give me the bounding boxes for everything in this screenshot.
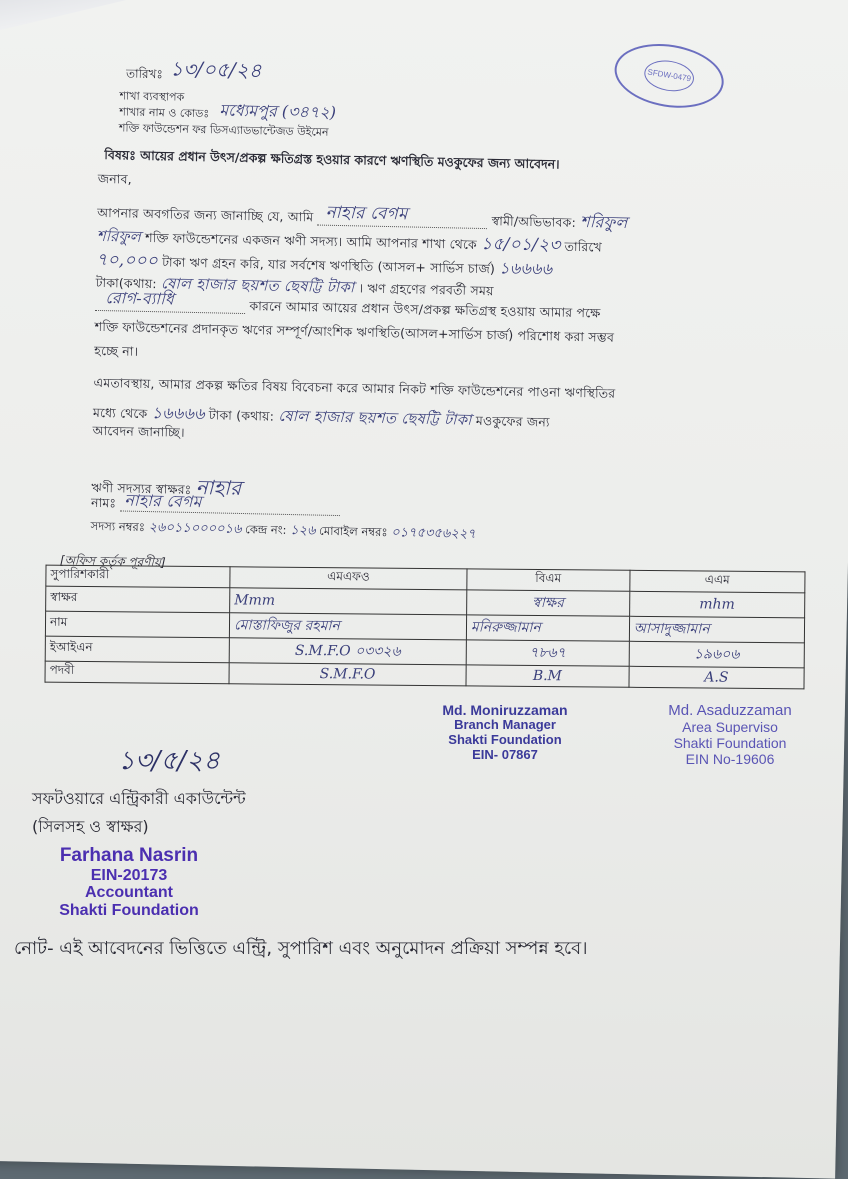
para1-l1a: আপনার অবগতির জন্য জানাচ্ছি যে, আমি [97, 204, 314, 225]
member-name-hw: নাহার বেগম [325, 202, 408, 225]
waive-words-hw: ষোল হাজার ছয়শত ছেষট্টি টাকা [278, 406, 472, 429]
mfo-signature: Mmm [230, 588, 467, 615]
para1-l3a: টাকা ঋণ গ্রহন করি, যার সর্বশেষ ঋণস্থিতি (আসল+ সার্ভিস চার্জ) [162, 254, 496, 277]
para2-l2b: টাকা (কথায়: [208, 407, 275, 424]
member-name-label: নামঃ [90, 494, 117, 511]
para1-l4b: । ঋণ গ্রহণের পরবর্তী সময় [358, 280, 494, 299]
branch-value: মধ্যেমপুর (৩৪৭২) [219, 100, 337, 122]
para2-line1: এমতাবস্থায়, আমার প্রকল্প ক্ষতির বিষয় বিবেচনা করে আমার নিকট শক্তি ফাউন্ডেশনের পাওনা ঋণস্থিতির [93, 374, 616, 401]
para1-l4a: টাকা(কথায়: [95, 274, 157, 292]
branch-label: শাখার নাম ও কোডঃ [119, 105, 210, 121]
seal-text: SFDW-0479 [642, 57, 696, 95]
bm-stamp-name: Md. Moniruzzaman [442, 702, 568, 718]
recipient-line: শাখা ব্যবস্থাপক [119, 89, 185, 104]
mfo-name: মোস্তাফিজুর রহমান [229, 613, 466, 640]
mfo-designation: S.M.F.O [229, 663, 466, 686]
am-stamp-ein: EIN No-19606 [685, 751, 775, 768]
round-seal [610, 36, 728, 115]
date-value: ১৩/০৫/২৪ [169, 56, 262, 83]
para1-l1b: স্বামী/অভিভাবক: [491, 213, 577, 230]
center-value: ১২৬ [289, 523, 316, 539]
am-designation: A.S [629, 666, 805, 689]
subject-line: বিষয়ঃ আয়ের প্রধান উৎস/প্রকল্প ক্ষতিগ্রস্ত হওয়ার কারণে ঋণস্থিতি মওকুফের জন্য আবেদন। [104, 147, 560, 172]
am-stamp-name: Md. Asaduzzaman [668, 702, 792, 719]
cause-field [95, 288, 245, 314]
bm-signature: স্বাক্ষর [467, 590, 630, 616]
folded-corner [0, 0, 190, 45]
center-label: কেন্দ্র নং: [244, 522, 287, 537]
am-ein: ১৯৬০৬ [629, 641, 805, 668]
accountant-stamp-ein: EIN-20173 [90, 866, 168, 884]
am-stamp [640, 702, 820, 768]
date-label: তারিখঃ [125, 66, 164, 82]
organization-line: শক্তি ফাউন্ডেশন ফর ডিসএ্যাডভান্টেজড উইমেন [118, 121, 329, 139]
member-name-value: নাহার বেগম [124, 490, 202, 512]
guardian-hw: শরিফুল [580, 212, 628, 233]
header-mfo: এমএফও [230, 567, 467, 590]
member-name-row [90, 490, 341, 520]
bm-stamp-ein: EIN- 07867 [472, 746, 538, 762]
bm-stamp [420, 702, 590, 763]
office-caption: [অফিস কর্তৃক পূরণীয়] [59, 553, 166, 570]
accountant-stamp-org: Shakti Foundation [59, 902, 199, 920]
am-name: আসাদুজ্জামান [629, 616, 805, 643]
guardian-hw-cont: শরিফুল [96, 226, 142, 246]
mobile-label: মোবাইল নম্বরঃ [318, 523, 388, 540]
bm-ein: ৭৮৬৭ [466, 640, 629, 666]
accountant-stamp [44, 846, 214, 920]
para1-l2b: তারিখে [564, 238, 603, 255]
bm-name: মনিরুজ্জামান [466, 615, 629, 641]
row-label-designation: পদবী [45, 661, 229, 684]
bm-designation: B.M [466, 665, 629, 687]
bm-stamp-org: Shakti Foundation [448, 732, 562, 748]
para2-line3: আবেদন জানাচ্ছি। [92, 422, 185, 440]
accountant-role: সফটওয়ারে এন্ট্রিকারী একাউন্টেন্ট [32, 789, 246, 808]
para2-l2a: মধ্যে থেকে [92, 404, 148, 422]
footer-note: নোট- এই আবেদনের ভিত্তিতে এন্ট্রি, সুপারিশ এবং অনুমোদন প্রক্রিয়া সম্পন্ন হবে। [14, 938, 588, 959]
loan-date-hw: ১৫/০১/২৩ [480, 233, 561, 256]
member-name-field [317, 202, 487, 230]
para1-l2a: শক্তি ফাউন্ডেশনের একজন ঋণী সদস্য। আমি আপনার শাখা থেকে [145, 229, 478, 252]
header-bm: বিএম [467, 569, 630, 591]
mobile-value: ০১৭৫৩৫৬২২৭ [391, 525, 476, 542]
accountant-stamp-title: Accountant [85, 884, 173, 902]
accountant-date-signature: ১৩/৫/২৪ [118, 746, 220, 776]
waive-amount-hw: ১৬৬৬৬ [151, 403, 205, 424]
cause-hw: রোগ-ব্যাধি [105, 288, 175, 309]
member-id-label: সদস্য নম্বরঃ [90, 518, 146, 534]
member-name-line [120, 490, 340, 516]
am-signature: mhm [629, 591, 805, 618]
salutation: জনাব, [97, 170, 133, 187]
para1-line7: হচ্ছে না। [94, 342, 139, 359]
member-signature: নাহার [195, 475, 242, 501]
am-stamp-org: Shakti Foundation [673, 735, 787, 752]
row-label-ein: ইআইএন [45, 636, 229, 663]
header-am: এএম [629, 570, 805, 593]
member-id-value: ২৬০১১০০০০১৬ [148, 520, 242, 538]
para1-l5a: কারনে আমার আয়ের প্রধান উৎস/প্রকল্প ক্ষতিগ্রস্থ হওয়ায় আমার পক্ষে [249, 298, 601, 321]
row-label-name: নাম [45, 611, 229, 638]
balance-words-hw: ষোল হাজার ছয়শত ছেষট্টি টাকা [160, 274, 355, 297]
accountant-note: (সিলসহ ও স্বাক্ষর) [32, 817, 149, 836]
am-stamp-title: Area Superviso [682, 719, 778, 736]
bm-stamp-title: Branch Manager [454, 717, 556, 733]
para2-l2c: মওকুফের জন্য [475, 412, 550, 430]
para1-line6: শক্তি ফাউন্ডেশনের প্রদানকৃত ঋণের সম্পূর্ণ/আংশিক ঋণস্থিতি(আসল+সার্ভিস চার্জ) পরিশোধ করা সম্ভব [94, 318, 615, 345]
header-recommender: সুপারিশকারী [46, 565, 230, 588]
member-sig-label: ঋণী সদস্যর স্বাক্ষরঃ [91, 479, 192, 497]
row-label-signature: স্বাক্ষর [46, 586, 230, 613]
mfo-ein: S.M.F.O ০৩৩২৬ [229, 638, 466, 665]
member-id-row [90, 517, 476, 546]
balance-hw: ১৬৬৬৬ [499, 258, 553, 279]
accountant-stamp-name: Farhana Nasrin [59, 845, 199, 866]
office-table [44, 565, 805, 690]
loan-amount-hw: ৭০,০০০ [95, 249, 159, 272]
